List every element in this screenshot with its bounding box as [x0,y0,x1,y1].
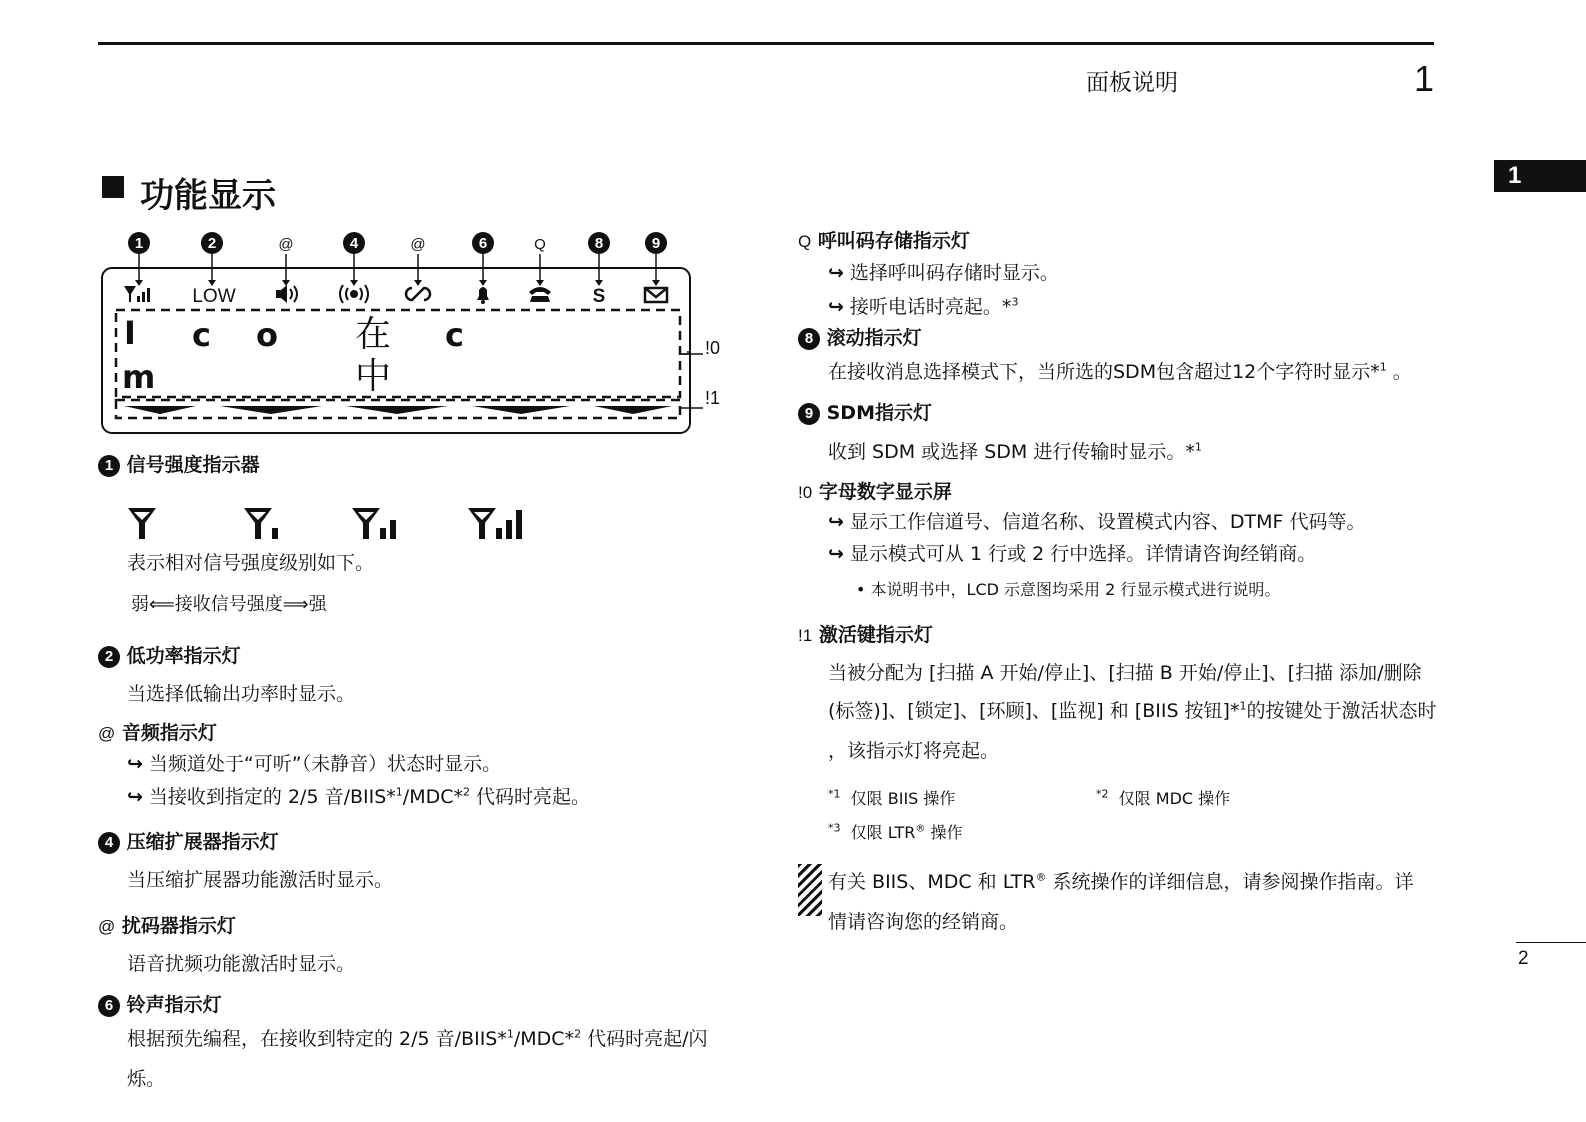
audio-line-2-text-a: 当接收到指定的 2/5 音/BIIS* [148,786,396,808]
signal-scale: 弱⟸接收信号强度⟹强 [131,594,327,615]
arrow-icon: ↪ [127,786,143,808]
section-square-icon [102,176,124,198]
lcd-char-7: 中 [355,356,392,397]
signal-level-0-icon [128,508,156,539]
signal-description: 表示相对信号强度级别如下。 [127,552,375,574]
section-title: 功能显示 [140,176,276,216]
callout-9-label: 9 [651,235,661,252]
alnum-callout-label: !0 [705,338,721,358]
telephone-icon [529,287,551,302]
active-key-heading [798,620,933,647]
scroll-icon-label: S [592,286,606,307]
footnote-ref: 1 [1239,699,1247,713]
sdm-description [828,437,1202,464]
callout-4-label: 4 [349,235,359,252]
footnote-ref: 3 [1011,295,1019,309]
signal-level-1-icon [244,508,278,539]
header-chapter-number: 1 [1414,58,1435,99]
scroll-description-end: 。 [1386,361,1412,383]
arrow-icon: ↪ [127,753,143,775]
alnum-line-1 [828,507,1366,534]
lcd-char-1: I [124,314,136,352]
chapter-side-tab [1494,160,1586,192]
scrambler-description: 语音扰频功能激活时显示。 [127,953,356,975]
call-memory-line-1 [828,258,1059,285]
footnote-3 [828,820,962,843]
note-line-1-text-b: 系统操作的详细信息，请参阅操作指南。详 [1046,871,1414,893]
call-memory-line-2-text: 接听电话时亮起。* [849,296,1012,318]
alnum-line-2-text: 显示模式可从 1 行或 2 行中选择。详情请咨询经销商。 [849,543,1317,565]
signal-number-badge: 1 [98,455,120,477]
sdm-description-text: 收到 SDM 或选择 SDM 进行传输时显示。* [828,441,1195,463]
alnum-heading [798,477,952,504]
audio-line-1 [127,749,501,776]
bell-heading [98,990,222,1017]
signal-heading [98,450,260,477]
bell-line-1-text-c: 代码时亮起/闪 [581,1028,708,1050]
alnum-line-1-text: 显示工作信道号、信道名称、设置模式内容、DTMF 代码等。 [849,511,1366,533]
footnote-1-mark: *1 [828,787,841,801]
low-power-description: 当选择低输出功率时显示。 [127,683,356,705]
callout-1-label: 1 [134,235,144,252]
footnote-2-mark: *2 [1096,787,1109,801]
page-number-rule [1516,942,1586,943]
note-stripe-icon [798,864,822,916]
active-key-line-2-text-b: 的按键处于激活状态时 [1246,700,1437,722]
registered-mark: ® [915,823,926,835]
footnote-3-mark: *3 [828,821,841,835]
envelope-icon [645,288,667,302]
scroll-description-text: 在接收消息选择模式下，当所选的SDM包含超过12个字符时显示* [828,361,1380,383]
bell-line-1 [127,1024,708,1051]
audio-line-2 [127,782,590,809]
arrow-icon: ↪ [828,262,844,284]
compander-number-badge: 4 [98,832,120,854]
note-line-1 [828,867,1414,894]
lcd-display-diagram [96,226,736,442]
signal-level-3-icon [468,508,522,539]
footnote-1-text: 仅限 BIIS 操作 [850,789,956,808]
low-power-heading [98,641,241,668]
callout-3-label: @ [278,236,294,253]
callout-5-label: @ [410,236,426,253]
callout-2-label: 2 [207,235,217,252]
footnote-ref: 1 [1194,440,1202,454]
bell-number-badge: 6 [98,995,120,1017]
active-key-prefix: !1 [798,626,813,645]
callout-4 [343,232,365,254]
call-memory-line-2 [828,292,1018,319]
lcd-char-6: m [122,358,156,396]
bell-icon [477,287,489,304]
active-key-title: 激活键指示灯 [818,624,933,646]
alnum-title: 字母数字显示屏 [818,481,952,503]
registered-mark: ® [1035,870,1047,884]
antenna-signal-icon [124,286,150,302]
lcd-char-3: o [256,316,278,354]
speaker-icon [276,285,297,303]
compander-heading [98,827,279,854]
scroll-description [828,357,1412,384]
footnote-ref: 1 [395,785,403,799]
call-memory-line-1-text: 选择呼叫码存储时显示。 [849,262,1059,284]
bell-title: 铃声指示灯 [126,994,222,1016]
audio-line-2-text-b: /MDC* [402,786,463,808]
footnote-ref: 2 [463,785,470,799]
callout-8-label: 8 [594,235,604,252]
arrow-icon: ↪ [828,296,844,318]
active-key-segments [124,406,672,414]
lcd-char-5: c [445,316,464,354]
active-key-line-2-text-a: (标签)]、[锁定]、[环顾]、[监视] 和 [BIIS 按钮]* [828,700,1240,722]
header-title: 面板说明 [1086,70,1178,96]
alnum-prefix: !0 [798,483,813,502]
footnote-ref: 2 [574,1027,582,1041]
scrambler-heading [98,911,236,938]
bell-line-2: 烁。 [127,1068,166,1090]
signal-level-icons [124,506,534,542]
note-line-1-text-a: 有关 BIIS、MDC 和 LTR [828,871,1036,893]
audio-heading [98,718,217,745]
scrambler-prefix: @ [98,917,116,936]
active-key-line-2 [828,696,1436,723]
audio-line-1-text: 当频道处于“可听”（未静音）状态时显示。 [148,753,502,775]
callout-9 [645,232,667,254]
callout-6-label: 6 [478,235,488,252]
signal-level-2-icon [352,508,396,539]
call-memory-title: 呼叫码存储指示灯 [817,230,970,252]
sdm-heading [798,398,932,425]
alnum-note: • 本说明书中，LCD 示意图均采用 2 行显示模式进行说明。 [856,580,1281,599]
header-rule [98,42,1434,45]
lcd-char-2: c [192,316,211,354]
signal-title: 信号强度指示器 [126,454,260,476]
compander-title: 压缩扩展器指示灯 [126,831,279,853]
audio-title: 音频指示灯 [121,722,217,744]
audio-prefix: @ [98,724,116,743]
footnote-1 [828,786,955,809]
active-key-callout-label: !1 [705,388,721,408]
compander-icon [340,285,368,303]
footnote-3-text-b: 操作 [925,823,963,842]
scrambler-icon [406,288,430,300]
arrow-icon: ↪ [828,543,844,565]
active-key-line-1: 当被分配为 [扫描 A 开始/停止]、[扫描 B 开始/停止]、[扫描 添加/删除 [828,662,1422,684]
callout-1 [128,232,150,254]
callout-6 [472,232,494,254]
sdm-title: SDM指示灯 [826,402,932,424]
call-memory-prefix: Q [798,232,812,251]
footnote-2 [1096,786,1230,809]
footnote-ref: 1 [1379,360,1387,374]
page-number: 2 [1518,948,1529,969]
bell-line-1-text-b: /MDC* [513,1028,575,1050]
low-power-icon-label: LOW [192,286,236,307]
lcd-char-4: 在 [355,314,392,355]
footnote-3-text-a: 仅限 LTR [850,823,916,842]
callout-7-label: Q [534,236,546,253]
active-key-line-3: ，该指示灯将亮起。 [828,740,1000,762]
scroll-number-badge: 8 [798,328,820,350]
alnum-line-2 [828,539,1316,566]
scrambler-title: 扰码器指示灯 [121,915,236,937]
callout-8 [588,232,610,254]
scroll-title: 滚动指示灯 [826,327,922,349]
compander-description: 当压缩扩展器功能激活时显示。 [127,869,394,891]
footnote-2-text: 仅限 MDC 操作 [1118,789,1231,808]
note-line-2: 情请咨询您的经销商。 [828,911,1019,933]
sdm-number-badge: 9 [798,403,820,425]
chapter-side-tab-label: 1 [1508,162,1522,189]
call-memory-heading [798,226,970,253]
audio-line-2-text-c: 代码时亮起。 [470,786,591,808]
bell-line-1-text-a: 根据预先编程，在接收到特定的 2/5 音/BIIS* [127,1028,507,1050]
arrow-icon: ↪ [828,511,844,533]
low-power-title: 低功率指示灯 [126,645,241,667]
callout-2 [201,232,223,254]
scroll-heading [798,323,922,350]
footnote-ref: 1 [506,1027,514,1041]
low-power-number-badge: 2 [98,646,120,668]
